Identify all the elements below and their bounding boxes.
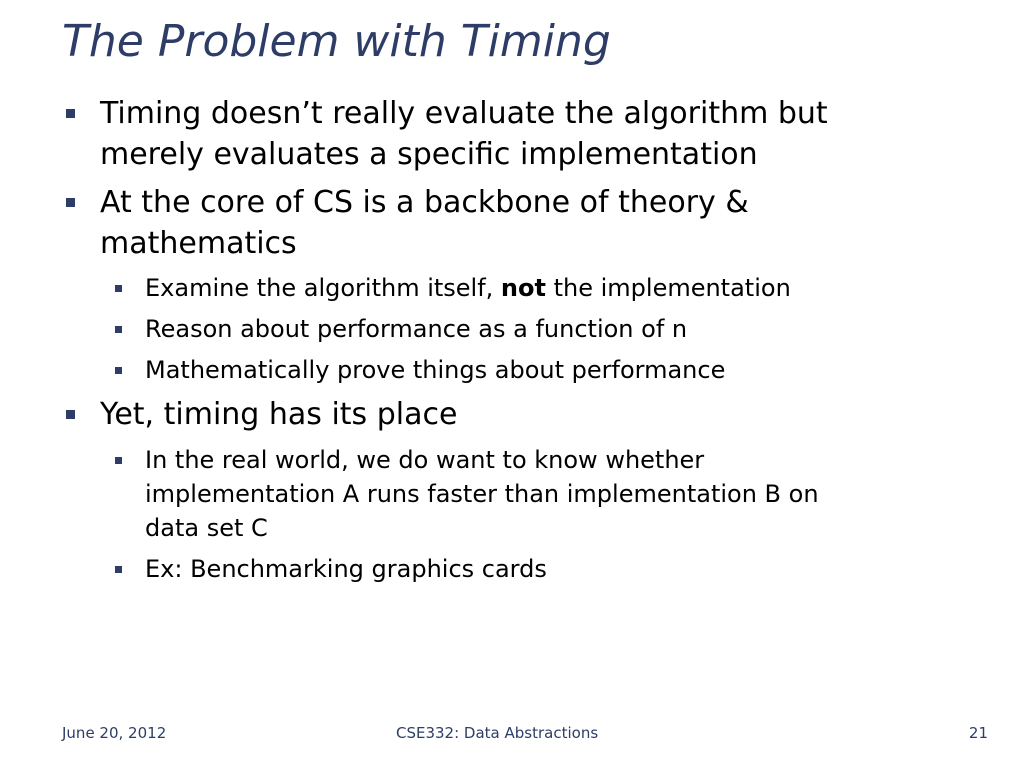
- bullet-2-line-1: At the core of CS is a backbone of theory &: [100, 185, 749, 220]
- bullet-1: [100, 93, 980, 175]
- sub-bullet-marker-3-2: [115, 566, 122, 573]
- bullet-1-line-2: merely evaluates a specific implementation: [100, 137, 758, 172]
- sub-bullet-2-2: Reason about performance as a function of n: [145, 315, 688, 343]
- sub-bullet-3-1: [145, 443, 985, 545]
- emphasis-not: not: [500, 274, 546, 302]
- sub-bullet-marker-2-1: [115, 285, 122, 292]
- sub-bullet-3-2: Ex: Benchmarking graphics cards: [145, 555, 547, 583]
- footer-date: June 20, 2012: [62, 724, 167, 742]
- bullet-marker-1: [66, 109, 75, 118]
- slide-title: The Problem with Timing: [62, 16, 611, 67]
- bullet-2-line-2: mathematics: [100, 226, 297, 261]
- footer-course: CSE332: Data Abstractions: [396, 724, 599, 742]
- sub-bullet-marker-2-3: [115, 367, 122, 374]
- sub-bullet-3-1-line-2: implementation A runs faster than implementation B on: [145, 480, 819, 508]
- sub-bullet-marker-3-1: [115, 457, 122, 464]
- sub-bullet-2-1-text: Examine the algorithm itself,: [145, 274, 501, 302]
- bullet-marker-2: [66, 198, 75, 207]
- sub-bullet-marker-2-2: [115, 326, 122, 333]
- bullet-2: [100, 182, 980, 264]
- bullet-1-line-1: Timing doesn’t really evaluate the algorithm but: [100, 96, 828, 131]
- sub-bullet-2-1: [145, 271, 985, 305]
- bullet-marker-3: [66, 410, 75, 419]
- footer-page-number: 21: [968, 724, 988, 742]
- sub-bullet-3-1-line-1: In the real world, we do want to know whether: [145, 446, 705, 474]
- sub-bullet-2-3: Mathematically prove things about performance: [145, 356, 726, 384]
- bullet-3-line-1: Yet, timing has its place: [100, 397, 458, 432]
- bullet-3: [100, 394, 980, 435]
- sub-bullet-3-1-line-3: data set C: [145, 514, 268, 542]
- sub-bullet-2-1-text-end: the implementation: [545, 274, 791, 302]
